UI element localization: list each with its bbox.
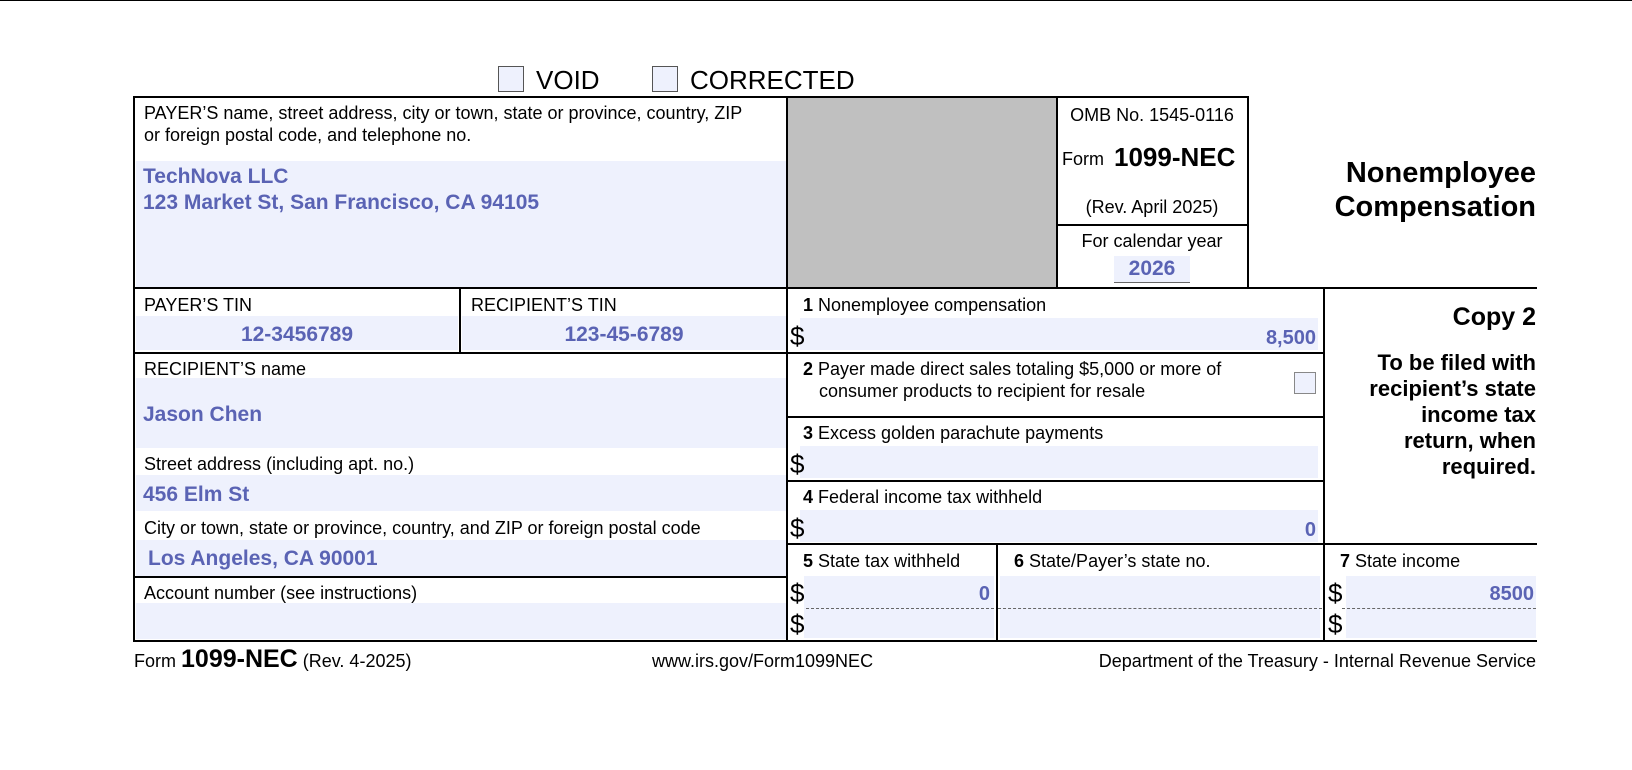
box1-number: 1 (803, 295, 814, 315)
box4-dollar: $ (790, 513, 805, 543)
box5-number: 5 (803, 551, 814, 571)
grid-line (133, 287, 1537, 289)
box2-number: 2 (803, 359, 814, 379)
box3-dollar: $ (790, 449, 805, 479)
box6-label: State/Payer’s state no. (1029, 551, 1211, 571)
box7-value: 8500 (1489, 583, 1534, 605)
box2-label-line2: consumer products to recipient for resale (819, 381, 1146, 401)
box2-label-line1: Payer made direct sales totaling $5,000 or more of (818, 359, 1222, 379)
box7-dollar-2: $ (1328, 609, 1343, 639)
grid-line (133, 96, 135, 642)
copy-note-line4: return, when (1403, 428, 1536, 453)
copy-note-line2: recipient’s state (1369, 376, 1536, 401)
box3-label: Excess golden parachute payments (818, 423, 1104, 443)
grid-line (786, 96, 788, 642)
city-label: City or town, state or province, country, and ZIP or foreign postal code (144, 518, 701, 538)
copy-note-line1: To be filed with (1377, 350, 1536, 375)
top-border (0, 0, 1632, 1)
dashed-separator (1342, 608, 1536, 609)
calendar-year-value: 2026 (1114, 256, 1190, 283)
grid-line (786, 543, 1537, 545)
form-revision: (Rev. April 2025) (1085, 197, 1219, 217)
form-name: 1099-NEC (1114, 142, 1236, 172)
footer-agency: Department of the Treasury - Internal Revenue Service (1098, 651, 1536, 671)
grid-line (1323, 287, 1325, 642)
shaded-box (788, 98, 1056, 288)
grid-line (133, 352, 1325, 354)
box4-label: Federal income tax withheld (818, 487, 1043, 507)
grid-line (133, 96, 1249, 98)
box1-label: Nonemployee compensation (818, 295, 1047, 315)
box1-value: 8,500 (1265, 327, 1316, 349)
city-value: Los Angeles, CA 90001 (148, 547, 378, 570)
footer-form-prefix: Form (134, 651, 176, 671)
form-title-line2: Compensation (1334, 191, 1536, 223)
grid-line (786, 416, 1325, 418)
box6-field[interactable] (1000, 576, 1320, 638)
recipient-name-label: RECIPIENT’S name (144, 359, 307, 379)
footer-form-id (134, 644, 411, 676)
box5-dollar-2: $ (790, 609, 805, 639)
street-value: 456 Elm St (143, 483, 250, 506)
grid-line (133, 640, 1537, 642)
box5-value: 0 (978, 583, 990, 605)
box7-number: 7 (1340, 551, 1351, 571)
payer-name: TechNova LLC (143, 165, 289, 188)
box5-dollar: $ (790, 578, 805, 608)
dashed-separator (998, 608, 1322, 609)
corrected-checkbox[interactable] (652, 66, 678, 92)
grid-line (1247, 96, 1249, 289)
grid-line (459, 287, 461, 353)
payer-label-line2: or foreign postal code, and telephone no. (144, 125, 472, 145)
box2-checkbox[interactable] (1294, 372, 1316, 394)
grid-line (1056, 224, 1249, 226)
copy-title: Copy 2 (1452, 303, 1536, 331)
box7-dollar: $ (1328, 578, 1343, 608)
account-field[interactable] (136, 603, 786, 639)
box4-value: 0 (1304, 519, 1316, 541)
box4-number: 4 (803, 487, 814, 507)
footer-form-name: 1099-NEC (181, 645, 298, 673)
form-prefix: Form (1062, 149, 1104, 169)
payer-tin-label: PAYER’S TIN (144, 295, 253, 315)
box7-label: State income (1355, 551, 1461, 571)
omb-number: OMB No. 1545-0116 (1070, 105, 1234, 125)
void-label: VOID (536, 65, 600, 95)
grid-line (996, 543, 998, 642)
form-title-line1: Nonemployee (1345, 157, 1536, 189)
recipient-tin-label: RECIPIENT’S TIN (471, 295, 617, 315)
dashed-separator (806, 608, 994, 609)
footer-revision: (Rev. 4-2025) (302, 651, 412, 671)
box3-number: 3 (803, 423, 814, 443)
grid-line (133, 576, 788, 578)
calendar-year-label: For calendar year (1081, 231, 1223, 251)
copy-note-line5: required. (1441, 454, 1536, 479)
grid-line (1056, 96, 1058, 289)
copy-note-line3: income tax (1421, 402, 1536, 427)
payer-address: 123 Market St, San Francisco, CA 94105 (143, 191, 540, 214)
recipient-name-value: Jason Chen (143, 403, 263, 426)
account-label: Account number (see instructions) (144, 583, 418, 603)
corrected-label: CORRECTED (690, 65, 855, 95)
grid-line (786, 480, 1325, 482)
street-label: Street address (including apt. no.) (144, 454, 415, 474)
payer-tin-value: 12-3456789 (240, 323, 354, 346)
payer-label: PAYER’S name, street address, city or town, state or province, country, ZIP (144, 103, 743, 123)
box3-field[interactable] (800, 446, 1318, 478)
footer-url[interactable]: www.irs.gov/Form1099NEC (652, 651, 874, 671)
box6-number: 6 (1014, 551, 1025, 571)
box5-label: State tax withheld (818, 551, 961, 571)
recipient-tin-value: 123-45-6789 (564, 323, 684, 346)
box1-dollar: $ (790, 321, 805, 351)
copy-note (1330, 350, 1536, 480)
void-checkbox[interactable] (498, 66, 524, 92)
